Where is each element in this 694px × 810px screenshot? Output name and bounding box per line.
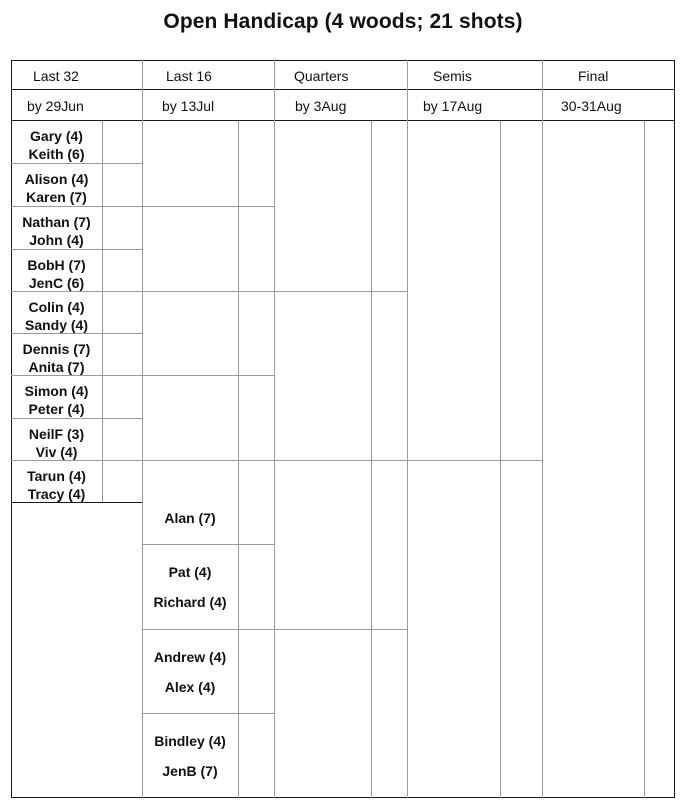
- col-divider-semis: [407, 60, 408, 798]
- match-cell: [11, 256, 102, 292]
- round-name-final: Final: [578, 68, 609, 84]
- round-name-semis: Semis: [433, 68, 472, 84]
- player-name: Colin (4): [28, 299, 85, 315]
- last32-row-line: [11, 249, 142, 250]
- round-name-last16: Last 16: [166, 68, 212, 84]
- last32-row-line: [11, 418, 142, 419]
- player-name: Dennis (7): [22, 341, 91, 357]
- semis-row-line: [407, 460, 542, 461]
- quarters-row-line: [274, 460, 407, 461]
- last32-score-divider: [102, 121, 103, 502]
- last16-row-line: [142, 713, 274, 714]
- player-name: Alison (4): [24, 171, 89, 187]
- last16-row-line: [142, 544, 274, 545]
- quarters-row-line: [274, 291, 407, 292]
- match-cell: [11, 382, 102, 418]
- col-divider-final: [542, 60, 543, 798]
- match-cell: [11, 340, 102, 376]
- player-name: Nathan (7): [22, 214, 91, 230]
- col-divider-quarters: [274, 60, 275, 798]
- round-name-quarters: Quarters: [294, 68, 349, 84]
- match-cell: [11, 298, 102, 334]
- page-title: Open Handicap (4 woods; 21 shots): [163, 10, 523, 33]
- last16-row-line: [142, 629, 274, 630]
- player-name: Alan (7): [164, 510, 216, 526]
- player-name: Richard (4): [153, 594, 227, 610]
- player-name: Keith (6): [28, 146, 85, 162]
- player-name: Tracy (4): [27, 486, 86, 502]
- header-divider: [11, 89, 675, 90]
- match-cell: [11, 425, 102, 461]
- player-name: Pat (4): [168, 564, 212, 580]
- deadline-last16: by 13Jul: [162, 98, 215, 114]
- header-bottom-border: [11, 120, 675, 121]
- player-name: Karen (7): [26, 189, 87, 205]
- round-name-last32: Last 32: [33, 68, 79, 84]
- player-name: Gary (4): [30, 128, 83, 144]
- player-name: Tarun (4): [27, 468, 86, 484]
- deadline-semis: by 17Aug: [423, 98, 483, 114]
- match-cell: [11, 127, 102, 163]
- player-name: JenB (7): [162, 763, 218, 779]
- player-name: John (4): [29, 232, 84, 248]
- player-name: BobH (7): [27, 257, 86, 273]
- final-score-divider: [644, 121, 645, 798]
- deadline-final: 30-31Aug: [561, 98, 622, 114]
- player-name: Andrew (4): [153, 649, 227, 665]
- quarters-row-line: [274, 629, 407, 630]
- player-name: NeilF (3): [28, 426, 85, 442]
- player-name: Sandy (4): [24, 317, 88, 333]
- last16-row-line: [142, 206, 274, 207]
- player-name: Bindley (4): [154, 733, 226, 749]
- last16-row-line: [142, 375, 274, 376]
- player-name: Alex (4): [164, 679, 216, 695]
- match-cell: [11, 467, 102, 503]
- deadline-quarters: by 3Aug: [295, 98, 347, 114]
- deadline-last32: by 29Jun: [27, 98, 84, 114]
- last16-row-line: [142, 291, 274, 292]
- player-name: Viv (4): [35, 444, 78, 460]
- match-cell: [11, 213, 102, 249]
- player-name: Simon (4): [24, 383, 89, 399]
- player-name: Peter (4): [28, 401, 85, 417]
- draw-sheet: [11, 60, 675, 798]
- player-name: JenC (6): [28, 275, 85, 291]
- last32-row-line: [11, 206, 142, 207]
- last16-row-line: [142, 460, 274, 461]
- last32-row-line: [11, 163, 142, 164]
- match-cell: [11, 170, 102, 206]
- player-name: Anita (7): [28, 359, 85, 375]
